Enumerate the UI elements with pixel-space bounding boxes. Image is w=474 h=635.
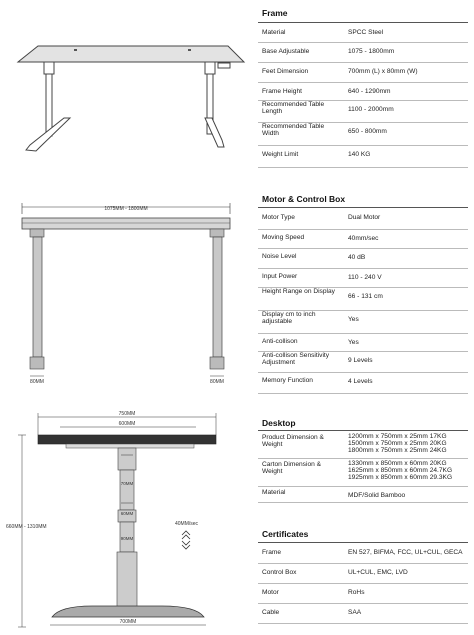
- spec-row: [258, 372, 468, 394]
- foot-length-label: 700MM: [119, 619, 137, 625]
- spec-row: [258, 82, 468, 101]
- spec-row: [258, 23, 468, 43]
- spec-value: 4 Levels: [348, 378, 373, 385]
- spec-label: Motor Type: [262, 214, 295, 221]
- section-title-motor: Motor & Control Box: [262, 194, 346, 204]
- spec-value: UL+CUL, EMC, LVD: [348, 569, 408, 576]
- spec-row: [258, 229, 468, 249]
- spec-label: Product Dimension & Weight: [262, 434, 324, 449]
- left-foot-label: 80MM: [30, 379, 44, 385]
- section-title-frame: Frame: [262, 8, 288, 18]
- spec-value: 110 - 240 V: [348, 274, 382, 281]
- inner-width-label: 600MM: [118, 421, 136, 427]
- desk-perspective-drawing: [0, 0, 248, 160]
- spec-value: MDF/Solid Bamboo: [348, 492, 406, 499]
- up-arrows-icon: [182, 531, 190, 539]
- desk-side-elevation: [0, 405, 248, 635]
- spec-value: 1200mm x 750mm x 25mm 17KG 1500mm x 750mm x 25mm 20KG 1800mm x 750mm x 25mm 24KG: [348, 433, 447, 455]
- spec-value: EN 527, BIFMA, FCC, UL+CUL, GECA: [348, 549, 463, 556]
- spec-value: RoHs: [348, 589, 365, 596]
- spec-row: [258, 268, 468, 288]
- spec-value: Dual Motor: [348, 214, 381, 221]
- spec-value: 650 - 800mm: [348, 128, 387, 135]
- spec-row: [258, 486, 468, 503]
- spec-row: [258, 287, 468, 311]
- spec-row: [258, 145, 468, 168]
- spec-label: Weight Limit: [262, 151, 299, 158]
- spec-value: 1075 - 1800mm: [348, 48, 395, 55]
- spec-label: Recommended Table Length: [262, 101, 325, 116]
- spec-value: 9 Levels: [348, 357, 373, 364]
- spec-row: [258, 62, 468, 83]
- spec-label: Noise Level: [262, 253, 297, 260]
- spec-label: Height Range on Display: [262, 288, 335, 295]
- spec-row: [258, 122, 468, 146]
- spec-value: 640 - 1290mm: [348, 88, 391, 95]
- spec-row: [258, 431, 468, 459]
- spec-label: Frame: [262, 549, 282, 556]
- spec-label: Control Box: [262, 569, 297, 576]
- spec-row: [258, 248, 468, 269]
- spec-value: 140 KG: [348, 151, 371, 158]
- spec-label: Moving Speed: [262, 234, 305, 241]
- right-foot-label: 80MM: [210, 379, 224, 385]
- spec-label: Material: [262, 489, 286, 496]
- spec-row: [258, 563, 468, 584]
- spec-label: Input Power: [262, 273, 298, 280]
- spec-value: 1330mm x 850mm x 60mm 20KG 1625mm x 850mm x 60mm 24.7KG 1925mm x 850mm x 60mm 29.3KG: [348, 460, 453, 482]
- spec-label: Display cm to inch adjustable: [262, 311, 316, 326]
- spec-label: Recommended Table Width: [262, 123, 325, 138]
- seg3-label: 90MM: [120, 536, 134, 541]
- seg1-label: 70MM: [120, 481, 134, 486]
- seg2-label: 60MM: [120, 511, 134, 516]
- spec-panel: [258, 0, 468, 635]
- spec-value: SAA: [348, 609, 362, 616]
- spec-value: 1100 - 2000mm: [348, 106, 394, 113]
- spec-label: Carton Dimension & Weight: [262, 461, 322, 476]
- stroke-speed-label: 40MM/sec: [175, 521, 199, 527]
- down-arrows-icon: [182, 541, 190, 549]
- spec-row: [258, 100, 468, 123]
- spec-label: Feet Dimension: [262, 68, 309, 75]
- spec-label: Anti-collison: [262, 338, 298, 345]
- spec-row: [258, 310, 468, 334]
- spec-label: Anti-collison Sensitivity Adjustment: [262, 352, 330, 367]
- spec-row: [258, 458, 468, 487]
- spec-row: [258, 543, 468, 564]
- spec-label: Motor: [262, 589, 279, 596]
- top-width-label: 750MM: [118, 411, 136, 417]
- desk-front-elevation: [0, 200, 248, 395]
- section-title-certificates: Certificates: [262, 529, 309, 539]
- spec-value: Yes: [348, 339, 359, 346]
- spec-label: Material: [262, 29, 286, 36]
- spec-label: Base Adjustable: [262, 48, 310, 55]
- spec-value: 66 - 131 cm: [348, 293, 383, 300]
- spec-value: 40mm/sec: [348, 235, 379, 242]
- spec-row: [258, 42, 468, 63]
- spec-row: [258, 603, 468, 624]
- spec-label: Frame Height: [262, 88, 302, 95]
- spec-row: [258, 208, 468, 230]
- spec-value: Yes: [348, 316, 359, 323]
- height-range-label: 660MM - 1310MM: [6, 524, 47, 530]
- front-width-label: 1075MM - 1800MM: [104, 206, 148, 212]
- spec-value: 40 dB: [348, 254, 366, 261]
- section-title-desktop: Desktop: [262, 418, 296, 428]
- spec-row: [258, 333, 468, 352]
- spec-value: 700mm (L) x 80mm (W): [348, 68, 418, 75]
- spec-label: Memory Function: [262, 377, 313, 384]
- spec-label: Cable: [262, 609, 280, 616]
- spec-row: [258, 583, 468, 604]
- spec-value: SPCC Steel: [348, 29, 384, 36]
- spec-row: [258, 351, 468, 373]
